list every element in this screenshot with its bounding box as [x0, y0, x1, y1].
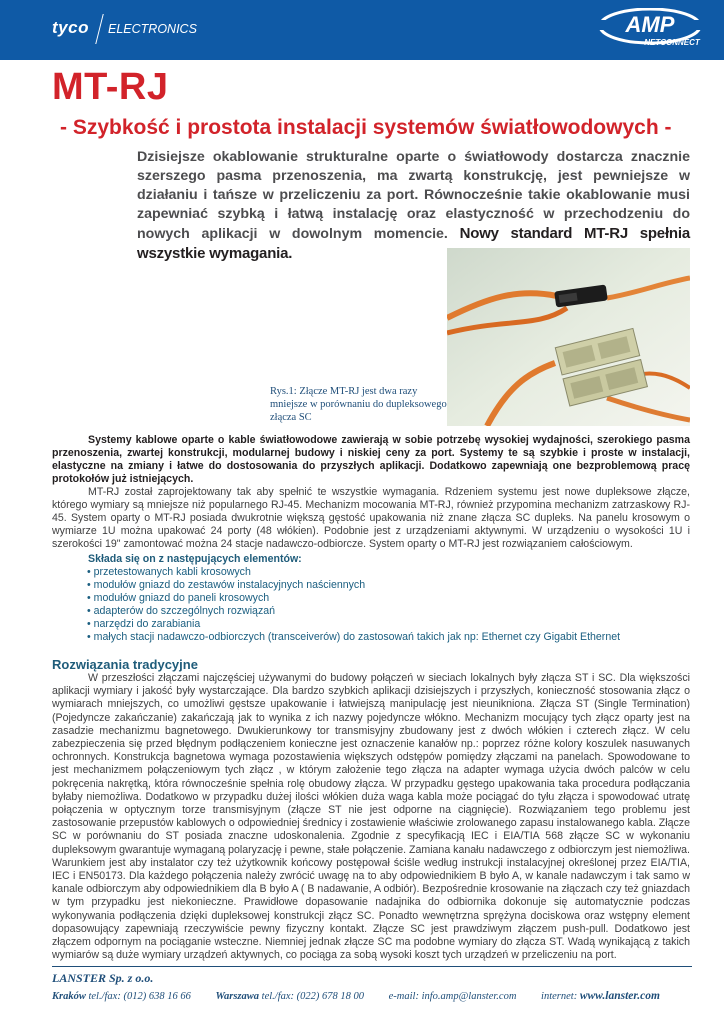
footer-divider	[52, 966, 692, 967]
tyco-brand: tyco	[52, 18, 89, 37]
footer-contacts	[52, 990, 692, 1002]
intro-paragraph	[137, 148, 690, 264]
page-subtitle: - Szybkość i prostota instalacji systemów światłowodowych -	[60, 116, 672, 139]
page-title: MT-RJ	[52, 66, 169, 108]
paragraph-2: MT-RJ został zaprojektowany tak aby spełnić te wszystkie wymagania. Rdzeniem systemu jest nowe dupleksowe złącze, którego wymiary są mniejsze niż popularnego RJ-45. Mechanizm mocowania MT-RJ, również przypomina mechanizm zatrzaskowy RJ-45. System oparty o MT-RJ posiada dwukrotnie większą gęstość upakowania niż znane złącza SC dupleks. Na panelu krosowym o wymiarze 1U można upakować 24 porty (48 włókien). Podobnie jest z urządzeniami aktywnymi. W urządzeniu o wysokości 1U i szerokości 19" zamontować można 24 stacje nadawczo-odbiorcze. System oparty o MT-RJ jest rozwiązaniem całościowym.	[52, 486, 690, 551]
warszawa-label: Warszawa	[215, 991, 260, 1002]
list-item: • przetestowanych kabli krosowych	[87, 566, 251, 578]
footer-website-link[interactable]: www.lanster.com	[579, 990, 660, 1002]
components-heading: Składa się on z następujących elementów:	[88, 553, 302, 565]
section-heading: Rozwiązania tradycyjne	[52, 657, 198, 672]
brand-divider	[95, 14, 103, 44]
krakow-label: Kraków	[52, 991, 86, 1002]
header-bar	[0, 0, 724, 60]
internet-label: internet:	[541, 991, 578, 1002]
list-item: • modułów gniazd do zestawów instalacyjnych naściennych	[87, 579, 366, 592]
list-item: • narzędzi do zarabiania	[87, 618, 201, 631]
figure-caption: Rys.1: Złącze MT-RJ jest dwa razy mniejsze w porównaniu do dupleksowego złącza SC	[270, 386, 447, 423]
section-paragraph: W przeszłości złączami najczęściej używanymi do budowy połączeń w sieciach lokalnych były złącza ST i SC. Dla większości aplikacji wymiary i jakość były wystarczające. Dla bardzo szybkich aplikacji dzisiejszych i przyszłych, konieczność stosowania złącz o wymiarach mniejszych, co umożliwi gęstsze upakowanie i łatwiejszą manipulację jest nieunikniona. Złącza ST (Single Termination) (Pojedyncze zakańczanie) zakańczają jak to wynika z ich nazwy pojedyncze włókno. Mechanizm mocujący tych złącz oparty jest na zasadzie mechanizmu bagnetowego. Dwukierunkowy tor transmisyjny zbudowany jest z dwóch włókien i czterech złącz. W celu zabezpieczenia się przed błędnym podłączeniem konieczne jest oznaczenie kanałów np.: poprzez różne kolory koszulek nasuwanych ochronnych. Konstrukcja bagnetowa wymaga pozostawienia większych odstępów pomiędzy złączami na panelach. Spowodowane to jest mechanizmem połączeniowym tych złącz , w którym założenie tego złącza na adapter wymaga użycia dwóch palców w celu pokręcenia nakrętką, która równocześnie spełnia rolę obudowy złącza. W przypadku gęstego upakowania taka procedura podłączania byłaby niemożliwa. Dodatkowo w przypadku dużej ilości włókien duża waga kabla może pociągać do tyłu złącza i spowodować utratę połączenia w optycznym torze transmisyjnym (złącze ST nie jest odporne na ciągnięcie). Rozwiązaniem tego problemu jest zastosowanie przepustów kablowych o odpowiedniej średnicy i zostawienie właściwie zrolowanego zapasu instalowanego kabla. Złącze SC w porównaniu do ST posiada znaczne udoskonalenia. Zgodnie z specyfikacją IEC i EIA/TIA 568 złącze SC w wykonaniu dupleksowym gwarantuje wymaganą polaryzację i pewne, stałe połączenie. Zamiana kanału nadawczego z odbiorczym jest niemożliwa. Warunkiem jest aby instalator czy też użytkownik końcowy postępował ściśle według instrukcji instalacyjnej określonej przez EIA/TIA, IEC i EN50173. Dla każdego połączenia należy zwrócić uwagę na to aby odpowiednikiem B było A, w kanale nadawczym i tak samo w kanale odbiorczym aby odpowiednikiem dla B było A ( B nadawanie, A odbiór). Bezpośrednie krosowanie na złączach czy też gniazdach w tym przypadku jest niekonieczne. Prawidłowe dopasowanie nadajnika do odbiornika dokonuje się automatycznie podczas wykonywania podłączenia dzięki dupleksowej konstrukcji złącz SC. Ponadto wewnętrzna sprężyna dociskowa oraz wstępny element dopasowujący zapewniają rzeczywiście pewny fizyczny kontakt. Złącze SC jest prawdziwym złączem push-pull. Dodatkowo jest złączem odpornym na pociąganie wsteczne. Niemniej jednak złącze SC ma podobne wymiary do złącza ST. Wadą wynikającą z takich wymiarów są duże wymiary urządzeń aktywnych, co pociąga za sobą wysoki koszt tych urządzeń w przeliczeniu na port.	[52, 672, 690, 962]
amp-netconnect-logo	[594, 8, 706, 48]
intro-text: Dzisiejsze okablowanie strukturalne oparte o światłowody dostarcza znacznie szerszego pasma przenoszenia, ma zwartą konstrukcję, jest pewniejsze w działaniu i tańsze w przeliczeniu za port. Równocześnie takie okablowanie musi zapewniać szybką i łatwą instalację oraz elastyczność w przechodzeniu do nowych aplikacji w dowolnym momencie.	[137, 149, 690, 242]
intro-emphasis: Nowy standard MT-RJ spełnia wszystkie wymagania.	[137, 225, 690, 262]
paragraph-1: Systemy kablowe oparte o kable światłowodowe zawierają w sobie potrzebę wysokiej wydajności, szerokiego pasma przenoszenia, zwartej konstrukcji, modularnej budowy i niskiej ceny za port. Systemy te są szybkie i proste w instalacji, elastyczne na zmiany i łatwe do dostosowania do przyszłych aplikacji. Dodatkowo zapewniają one bezproblemową pracę protokołów już istniejących.	[52, 434, 690, 486]
logo-main-text: AMP	[625, 12, 675, 37]
list-item: • modułów gniazd do paneli krosowych	[87, 592, 270, 605]
krakow-phone: tel./fax: (012) 638 16 66	[88, 991, 191, 1002]
fiber-connector-photo	[447, 248, 690, 426]
division-name: ELECTRONICS	[108, 22, 197, 36]
logo-sub-text: NETCONNECT	[644, 38, 700, 47]
footer-email[interactable]: e-mail: info.amp@lanster.com	[388, 991, 517, 1002]
list-item: • adapterów do szczególnych rozwiązań	[87, 605, 276, 618]
components-list	[87, 566, 620, 645]
list-item: • małych stacji nadawczo-odbiorczych (transceiverów) do zastosowań takich jak np: Ethernet czy Gigabit Ethernet	[87, 631, 621, 644]
footer-company: LANSTER Sp. z o.o.	[52, 971, 154, 985]
warszawa-phone: tel./fax: (022) 678 18 00	[261, 991, 365, 1002]
